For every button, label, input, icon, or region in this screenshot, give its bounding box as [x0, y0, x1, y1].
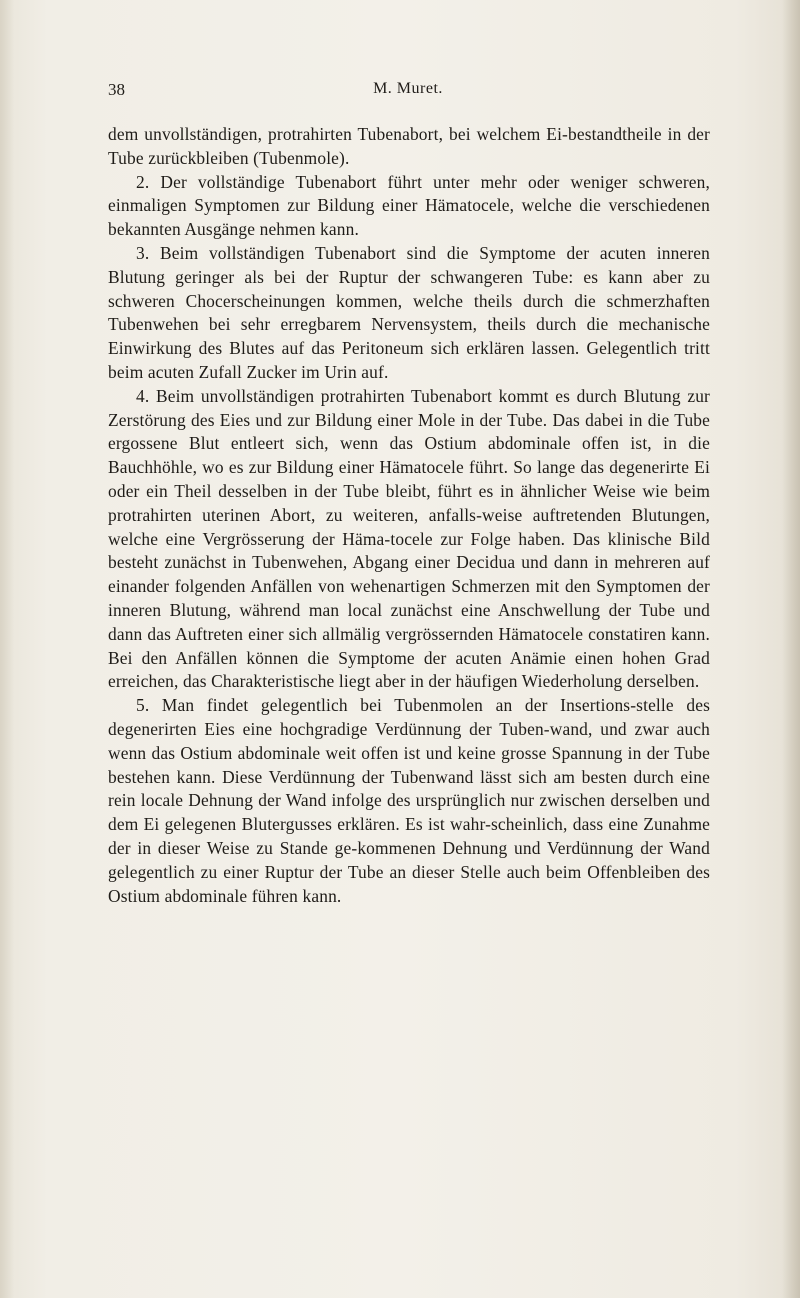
page-number: 38 [108, 80, 125, 99]
paragraph-continuation: dem unvollständigen, protrahirten Tubenabort, bei welchem Ei-bestandtheile in der Tube zurückbleiben (Tubenmole). [108, 124, 710, 168]
body-text [108, 123, 710, 908]
running-head: M. Muret. [373, 80, 443, 97]
paragraph-4: 4. Beim unvollständigen protrahirten Tubenabort kommt es durch Blutung zur Zerstörung des Eies und zur Bildung einer Mole in der Tube. Das dabei in die Tube ergossene Blut entleert sich, wenn das Ostium abdominale offen ist, in die Bauchhöhle, wo es zur Bildung einer Hämatocele führt. So lange das degenerirte Ei oder ein Theil desselben in der Tube bleibt, führt es in ähnlicher Weise wie beim protrahirten uterinen Abort, zu weiteren, anfalls-weise auftretenden Blutungen, welche eine Vergrösserung der Häma-tocele zur Folge haben. Das klinische Bild besteht zunächst in Tubenwehen, Abgang einer Decidua und dann in mehreren auf einander folgenden Anfällen von wehenartigen Schmerzen mit den Symptomen der inneren Blutung, während man local zunächst eine Anschwellung der Tube und dann das Auftreten einer sich allmälig vergrössernden Hämatocele constatiren kann. Bei den Anfällen können die Symptome der acuten Anämie einen hohen Grad erreichen, das Charakteristische liegt aber in der häufigen Wiederholung derselben. [108, 385, 710, 692]
page-right-edge [782, 0, 800, 1298]
page-left-edge [0, 0, 14, 1298]
paragraph-5: 5. Man findet gelegentlich bei Tubenmolen an der Insertions-stelle des degenerirten Eies eine hochgradige Verdünnung der Tuben-wand, und zwar auch wenn das Ostium abdominale weit offen ist und keine grosse Spannung in der Tube bestehen kann. Diese Verdünnung der Tubenwand lässt sich am besten durch eine rein locale Dehnung der Wand infolge des ursprünglich nur zwischen derselben und dem Ei gelegenen Blutergusses erklären. Es ist wahr-scheinlich, dass eine Zunahme der in dieser Weise zu Stande ge-kommenen Dehnung und Verdünnung der Wand gelegentlich zu einer Ruptur der Tube an dieser Stelle auch beim Offenbleiben des Ostium abdominale führen kann. [108, 695, 710, 906]
paragraph-3: 3. Beim vollständigen Tubenabort sind die Symptome der acuten inneren Blutung geringer als bei der Ruptur der schwangeren Tube: es kann aber zu schweren Chocerscheinungen kommen, welche theils durch die schmerzhaften Tubenwehen bei sehr erregbarem Nervensystem, theils durch die mechanische Einwirkung des Blutes auf das Peritoneum sich erklären lassen. Gelegentlich tritt beim acuten Zufall Zucker im Urin auf. [108, 242, 710, 382]
page-header [108, 80, 708, 106]
paragraph-2: 2. Der vollständige Tubenabort führt unter mehr oder weniger schweren, einmaligen Symptomen zur Bildung einer Hämatocele, welche die verschiedenen bekannten Ausgänge nehmen kann. [108, 171, 710, 240]
